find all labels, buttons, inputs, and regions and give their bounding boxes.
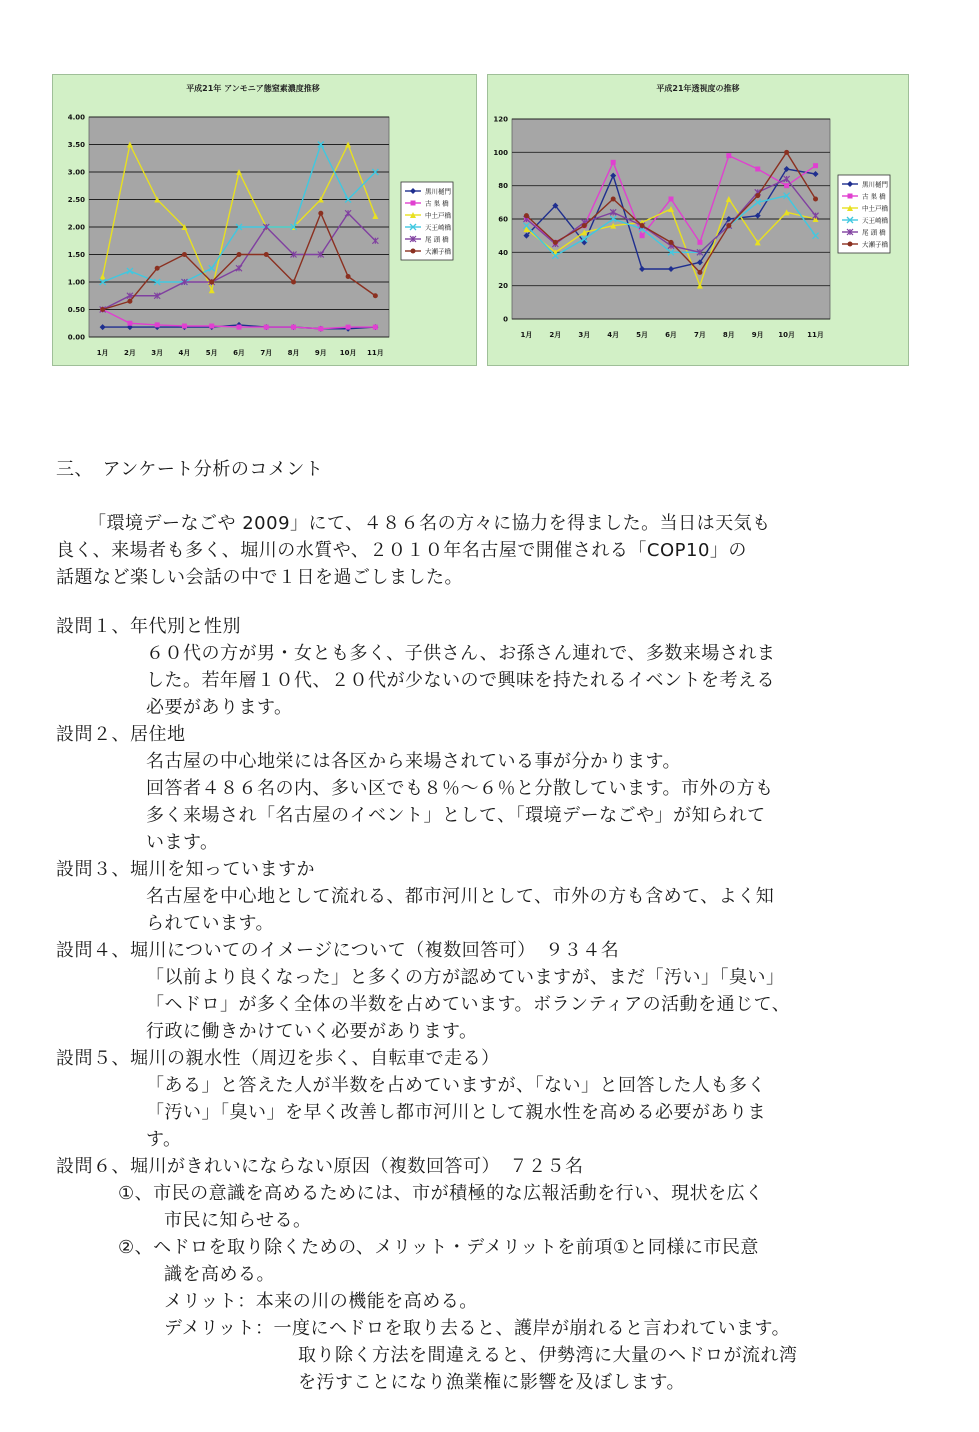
ammonia-chart-svg: [53, 75, 476, 365]
q2-heading: 設問２、居住地: [56, 724, 186, 745]
demerit-line-2: 取り除く方法を間違えると、伊勢湾に大量のヘドロが流れ湾: [298, 1345, 798, 1366]
chart0-data-point: [182, 324, 187, 329]
chart1-data-point: [784, 183, 789, 188]
chart1-ytick-label: 20: [498, 282, 508, 291]
chart0-data-point: [264, 252, 269, 257]
ammonia-chart: [52, 74, 477, 366]
chart0-data-point: [291, 280, 296, 285]
q6-item1-line-1: ①、市民の意識を高めるためには、市が積極的な広報活動を行い、現状を広く: [118, 1183, 764, 1204]
q5-line-1: 「ある」と答えた人が半数を占めていますが、「ない」と回答した人も多く: [146, 1075, 766, 1096]
chart0-data-point: [155, 266, 160, 271]
chart1-data-point: [726, 223, 731, 228]
chart0-legend-label: 中土戸橋: [425, 211, 451, 220]
chart0-xtick-label: 5月: [205, 349, 218, 357]
chart0-legend-marker: [411, 201, 416, 206]
chart0-ytick-label: 0.00: [67, 333, 85, 342]
chart0-ytick-label: 1.00: [67, 278, 85, 287]
chart1-xtick-label: 10月: [778, 331, 796, 339]
q6-item1-line-2: 市民に知らせる。: [164, 1210, 312, 1231]
chart1-data-point: [640, 223, 645, 228]
chart1-data-point: [726, 153, 731, 158]
chart0-xtick-label: 10月: [339, 349, 357, 357]
chart0-data-point: [373, 293, 378, 298]
chart0-data-point: [182, 252, 187, 257]
chart0-ytick-label: 0.50: [67, 306, 85, 314]
chart1-ytick-label: 0: [503, 315, 508, 324]
q4-line-2: 「ヘドロ」が多く全体の半数を占めています。ボランティアの活動を通じて、: [146, 994, 791, 1015]
chart1-xtick-label: 7月: [693, 331, 706, 339]
intro-line-1: 「環境デーなごや 2009」にて、４８６名の方々に協力を得ました。当日は天気も: [88, 513, 771, 534]
chart1-ytick-label: 100: [493, 148, 508, 157]
chart0-data-point: [318, 326, 323, 331]
chart1-xtick-label: 4月: [607, 331, 620, 339]
intro-line-3: 話題など楽しい会話の中で１日を過ごしました。: [56, 567, 463, 588]
chart1-ytick-label: 120: [493, 115, 508, 124]
chart0-title: 平成21年 アンモニア態窒素濃度推移: [186, 84, 320, 93]
chart1-data-point: [697, 240, 702, 245]
chart1-data-point: [611, 197, 616, 202]
chart0-legend-label: 古 巣 橋: [425, 199, 449, 208]
chart1-legend-label: 古 巣 橋: [862, 192, 886, 201]
chart1-ytick-label: 80: [498, 182, 508, 191]
chart1-legend-label: 天王崎橋: [862, 216, 888, 225]
chart1-data-point: [697, 270, 702, 275]
chart0-xtick-label: 2月: [123, 349, 136, 357]
chart1-data-point: [524, 213, 529, 218]
chart0-data-point: [346, 274, 351, 279]
chart0-data-point: [264, 325, 269, 330]
chart1-title: 平成21年透視度の推移: [656, 84, 740, 93]
chart1-ytick-label: 60: [498, 215, 508, 224]
chart1-legend-marker: [848, 242, 853, 247]
q2-line-2: 回答者４８６名の内、多い区でも８％～６％と分散しています。市外の方も: [146, 778, 774, 799]
chart0-xtick-label: 6月: [233, 349, 245, 357]
chart0-legend-label: 天王崎橋: [425, 223, 451, 232]
chart0-data-point: [291, 325, 296, 330]
chart1-data-point: [640, 233, 645, 238]
q1-heading: 設問１、年代別と性別: [56, 616, 241, 637]
chart0-ytick-label: 3.50: [67, 141, 85, 149]
chart1-data-point: [813, 197, 818, 202]
q2-line-4: います。: [146, 832, 219, 853]
chart1-legend-label: 中土戸橋: [862, 204, 888, 213]
chart0-xtick-label: 7月: [260, 349, 273, 357]
chart0-data-point: [127, 321, 132, 326]
q4-heading: 設問４、堀川についてのイメージについて（複数回答可） ９３４名: [56, 940, 620, 961]
chart0-ytick-label: 4.00: [67, 113, 85, 122]
chart1-data-point: [755, 167, 760, 172]
q4-line-3: 行政に働きかけていく必要があります。: [146, 1021, 478, 1042]
chart1-xtick-label: 2月: [549, 331, 562, 339]
chart1-xtick-label: 8月: [722, 331, 735, 339]
chart0-data-point: [127, 299, 132, 304]
chart1-data-point: [813, 163, 818, 168]
merit-line: メリット：本来の川の機能を高める。: [164, 1291, 478, 1312]
chart1-xtick-label: 5月: [636, 331, 649, 339]
q3-line-2: られています。: [146, 913, 275, 934]
chart1-data-point: [755, 193, 760, 198]
q1-line-3: 必要があります。: [146, 697, 293, 718]
chart1-xtick-label: 6月: [665, 331, 677, 339]
q6-item2-line-2: 識を高める。: [164, 1264, 275, 1285]
q6-item2-line-1: ②、ヘドロを取り除くための、メリット・デメリットを前項①と同様に市民意: [118, 1237, 759, 1258]
chart1-xtick-label: 3月: [578, 331, 591, 339]
chart0-data-point: [237, 252, 242, 257]
chart0-data-point: [100, 307, 105, 312]
q3-line-1: 名古屋を中心地として流れる、都市河川として、市外の方も含めて、よく知: [146, 886, 775, 907]
chart1-xtick-label: 11月: [807, 331, 824, 339]
q3-heading: 設問３、堀川を知っていますか: [56, 859, 315, 880]
chart0-ytick-label: 1.50: [67, 251, 85, 259]
chart1-data-point: [553, 240, 558, 245]
chart0-ytick-label: 3.00: [67, 168, 85, 177]
chart1-xtick-label: 1月: [520, 331, 533, 339]
section-heading: 三、 アンケート分析のコメント: [56, 459, 324, 480]
chart0-xtick-label: 8月: [287, 349, 300, 357]
chart0-xtick-label: 9月: [314, 349, 327, 357]
chart0-ytick-label: 2.50: [67, 196, 85, 204]
q5-line-2: 「汚い」「臭い」を早く改善し都市河川として親水性を高める必要がありま: [146, 1102, 766, 1123]
demerit-line-1: デメリット：一度にヘドロを取り去ると、護岸が崩れると言われています。: [164, 1318, 791, 1339]
chart0-data-point: [209, 280, 214, 285]
chart1-data-point: [611, 160, 616, 165]
chart0-legend-label: 黒川樋門: [425, 187, 451, 196]
q4-line-1: 「以前より良くなった」と多くの方が認めていますが、まだ「汚い」「臭い」: [146, 967, 785, 988]
chart0-data-point: [318, 211, 323, 216]
q1-line-1: ６０代の方が男・女とも多く、子供さん、お孫さん連れで、多数来場されま: [146, 643, 776, 664]
chart0-ytick-label: 2.00: [67, 223, 85, 232]
chart1-legend-label: 大瀬子橋: [862, 240, 888, 249]
chart1-legend-label: 尾 頭 橋: [862, 228, 886, 237]
q2-line-3: 多く来場され「名古屋のイベント」として、「環境デーなごや」が知られて: [146, 805, 766, 826]
chart1-data-point: [582, 223, 587, 228]
chart0-legend-label: 尾 頭 橋: [425, 235, 449, 244]
chart0-xtick-label: 4月: [178, 349, 191, 357]
chart0-data-point: [237, 325, 242, 330]
demerit-line-3: を汚すことになり漁業権に影響を及ぼします。: [298, 1372, 686, 1393]
chart0-data-point: [209, 324, 214, 329]
intro-line-2: 良く、来場者も多く、堀川の水質や、２０１０年名古屋で開催される「COP10」の: [56, 540, 747, 561]
chart1-xtick-label: 9月: [751, 331, 764, 339]
chart0-xtick-label: 11月: [366, 349, 384, 357]
chart0-data-point: [155, 322, 160, 327]
chart0-legend-label: 大瀬子橋: [425, 247, 451, 256]
transparency-chart-svg: [488, 75, 908, 365]
chart1-legend-label: 黒川樋門: [862, 180, 888, 189]
chart0-xtick-label: 3月: [151, 349, 164, 357]
q5-line-3: す。: [146, 1129, 182, 1150]
q6-heading: 設問６、堀川がきれいにならない原因（複数回答可） ７２５名: [56, 1156, 584, 1177]
chart1-data-point: [669, 240, 674, 245]
q5-heading: 設問５、堀川の親水性（周辺を歩く、自転車で走る）: [56, 1048, 500, 1069]
chart0-xtick-label: 1月: [96, 349, 109, 357]
chart1-ytick-label: 40: [498, 248, 508, 257]
chart1-data-point: [784, 150, 789, 155]
q1-line-2: した。若年層１０代、２０代が少ないので興味を持たれるイベントを考える: [146, 670, 775, 691]
q2-line-1: 名古屋の中心地栄には各区から来場されている事が分かります。: [146, 751, 682, 772]
chart1-data-point: [669, 197, 674, 202]
chart0-data-point: [346, 325, 351, 330]
transparency-chart: [487, 74, 909, 366]
chart1-legend-marker: [848, 194, 853, 199]
chart0-data-point: [373, 325, 378, 330]
chart0-legend-marker: [411, 249, 416, 254]
